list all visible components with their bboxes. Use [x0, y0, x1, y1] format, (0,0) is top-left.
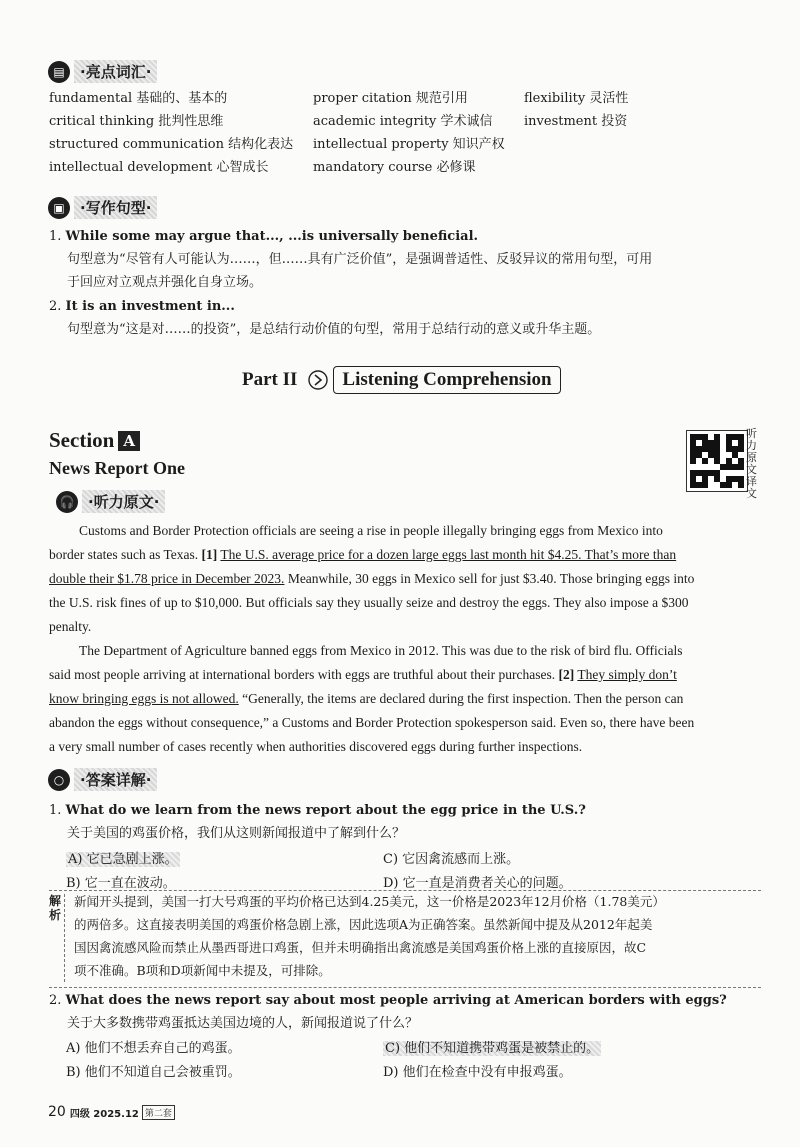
vocab-item: flexibility 灵活性 — [524, 91, 629, 106]
qr-module — [738, 482, 744, 488]
transcript-line — [49, 543, 760, 567]
item-number: 1. — [49, 229, 62, 244]
key-sentence-2-cont: know bringing eggs is not allowed. — [49, 691, 239, 706]
vocab-item: academic integrity 学术诚信 — [313, 114, 493, 129]
transcript-text: Meanwhile, 30 eggs in Mexico sell for just $3.40. Those bringing eggs into — [284, 571, 695, 586]
document-icon: ▤ — [48, 61, 70, 83]
page-footer — [48, 1104, 175, 1120]
key-sentence-2: They simply don’t — [577, 667, 677, 682]
q2-option-b[interactable] — [66, 1061, 241, 1080]
q2-option-c[interactable] — [383, 1037, 601, 1056]
vocab-column-1 — [49, 87, 293, 179]
question-2 — [49, 989, 761, 1035]
vocab-item: intellectual property 知识产权 — [313, 137, 505, 152]
option-text: D) 它一直是消费者关心的问题。 — [383, 876, 572, 891]
transcript-text: said most people arriving at international borders with eggs are truthful about their purchases. — [49, 667, 559, 682]
q1-explanation — [74, 890, 764, 982]
explanation-line: 国因禽流感风险而禁止从墨西哥进口鸡蛋，但并未明确指出禽流感是美国鸡蛋价格上涨的直接原因，故C — [74, 940, 647, 955]
q1-option-b[interactable] — [66, 872, 176, 891]
section-heading — [49, 428, 140, 453]
transcript-header-title: ·听力原文· — [82, 490, 165, 513]
pattern-explanation: 于回应对立观点并强化自身立场。 — [67, 275, 263, 290]
transcript-line: penalty. — [49, 619, 92, 634]
vocab-item: investment 投资 — [524, 114, 628, 129]
vocab-column-3 — [524, 87, 628, 133]
headphones-icon: 🎧 — [56, 491, 78, 513]
transcript-header — [56, 490, 165, 513]
option-text: B) 它一直在波动。 — [66, 876, 176, 891]
answer-header-title: ·答案详解· — [74, 768, 157, 791]
option-text: C) 他们不知道携带鸡蛋是被禁止的。 — [385, 1041, 600, 1056]
transcript-line: the U.S. risk fines of up to $10,000. But officials say they usually seize and destroy the eggs. They also impose a $300 — [49, 595, 689, 610]
transcript-text: “Generally, the items are declared during the first inspection. Then the person can — [238, 691, 684, 706]
q1-option-c[interactable] — [383, 848, 519, 867]
vocab-item: proper citation 规范引用 — [313, 91, 468, 106]
sentence-header — [48, 196, 157, 219]
question-cn: 关于美国的鸡蛋价格，我们从这则新闻报道中了解到什么？ — [67, 826, 406, 841]
question-1 — [49, 799, 761, 845]
item-number: 2. — [49, 299, 62, 314]
question-cn: 关于大多数携带鸡蛋抵达美国边境的人，新闻报道说了什么？ — [67, 1016, 419, 1031]
transcript-text: border states such as Texas. — [49, 547, 202, 562]
set-tag: 第二套 — [142, 1105, 175, 1120]
pattern-text: While some may argue that..., ...is universally beneficial. — [65, 229, 479, 244]
qr-label: 听力原文译文 — [746, 427, 757, 500]
vocab-item: critical thinking 批判性思维 — [49, 114, 224, 129]
part-label: Part II — [242, 369, 298, 390]
explanation-line: 新闻开头提到，美国一打大号鸡蛋的平均价格已达到4.25美元，这一价格是2023年12月价格（1.78美元） — [74, 894, 665, 909]
vocab-column-2 — [313, 87, 505, 179]
question-marker-2: [2] — [558, 667, 575, 682]
transcript-line — [49, 687, 760, 711]
transcript-line — [49, 567, 760, 591]
news-title: News Report One — [49, 458, 185, 478]
question-en: What do we learn from the news report about the egg price in the U.S.? — [65, 803, 586, 818]
question-number: 2. — [49, 993, 62, 1008]
vocab-header — [48, 60, 157, 83]
explanation-line: 项不准确。B项和D项新闻中未提及，可排除。 — [74, 963, 331, 978]
q2-option-a[interactable] — [66, 1037, 241, 1056]
explanation-divider — [64, 894, 66, 982]
key-sentence-1: The U.S. average price for a dozen large eggs last month hit $4.25. That’s more than — [220, 547, 677, 562]
answer-header — [48, 768, 157, 791]
option-text: A) 他们不想丢弃自己的鸡蛋。 — [66, 1041, 241, 1056]
vocab-header-title: ·亮点词汇· — [74, 60, 157, 83]
part-title: Listening Comprehension — [333, 366, 560, 394]
option-text: A) 它已急剧上涨。 — [68, 852, 178, 867]
vocab-item: fundamental 基础的、基本的 — [49, 91, 228, 106]
q1-option-d[interactable] — [383, 872, 572, 891]
question-en: What does the news report say about most people arriving at American borders with eggs? — [65, 993, 727, 1008]
option-text: B) 他们不知道自己会被重罚。 — [66, 1065, 241, 1080]
vocab-item: intellectual development 心智成长 — [49, 160, 269, 175]
explanation-line: 的两倍多。这直接表明美国的鸡蛋价格急剧上涨，因此选项A为正确答案。虽然新闻中提及从2012年起美 — [74, 917, 653, 932]
question-number: 1. — [49, 803, 62, 818]
question-marker-1: [1] — [201, 547, 218, 562]
part-heading — [242, 366, 561, 394]
page-number: 20 — [48, 1104, 66, 1120]
sentence-pattern-2 — [49, 295, 761, 341]
chevron-right-icon — [305, 367, 331, 393]
transcript-line: abandon the eggs without consequence,” a Customs and Border Protection spokesperson said. Even so, there have been — [49, 715, 695, 730]
section-title: Section — [49, 428, 115, 452]
key-sentence-1-cont: double their $1.78 price in December 2023. — [49, 571, 285, 586]
option-text: C) 它因禽流感而上涨。 — [383, 852, 520, 867]
sentence-pattern-1 — [49, 225, 761, 294]
issue-label: 四级 2025.12 — [69, 1108, 139, 1120]
sentence-header-title: ·写作句型· — [74, 196, 157, 219]
transcript — [49, 519, 760, 759]
lightbulb-icon: ○ — [48, 769, 70, 791]
transcript-line — [49, 663, 760, 687]
section-letter: A — [118, 431, 140, 451]
option-text: D) 他们在检查中没有申报鸡蛋。 — [383, 1065, 572, 1080]
q1-option-a[interactable] — [66, 848, 180, 867]
qr-code[interactable] — [686, 430, 748, 492]
vocab-item: structured communication 结构化表达 — [49, 137, 294, 152]
vocab-item: mandatory course 必修课 — [313, 160, 476, 175]
transcript-line: a very small number of cases recently when authorities discovered eggs during further inspections. — [49, 739, 583, 754]
q2-option-d[interactable] — [383, 1061, 572, 1080]
transcript-line: The Department of Agriculture banned eggs from Mexico in 2012. This was due to the risk of bird flu. Officials — [79, 643, 683, 658]
pattern-text: It is an investment in... — [65, 299, 235, 314]
sentence-icon: ▣ — [48, 197, 70, 219]
pattern-explanation: 句型意为“这是对……的投资”，是总结行动价值的句型，常用于总结行动的意义或升华主题。 — [67, 322, 601, 337]
pattern-explanation: 句型意为“尽管有人可能认为……，但……具有广泛价值”，是强调普适性、反驳异议的常用句型，可用 — [67, 252, 653, 267]
transcript-line: Customs and Border Protection officials are seeing a rise in people illegally bringing eggs from Mexico into — [79, 523, 663, 538]
explanation-label: 解析 — [49, 894, 62, 922]
